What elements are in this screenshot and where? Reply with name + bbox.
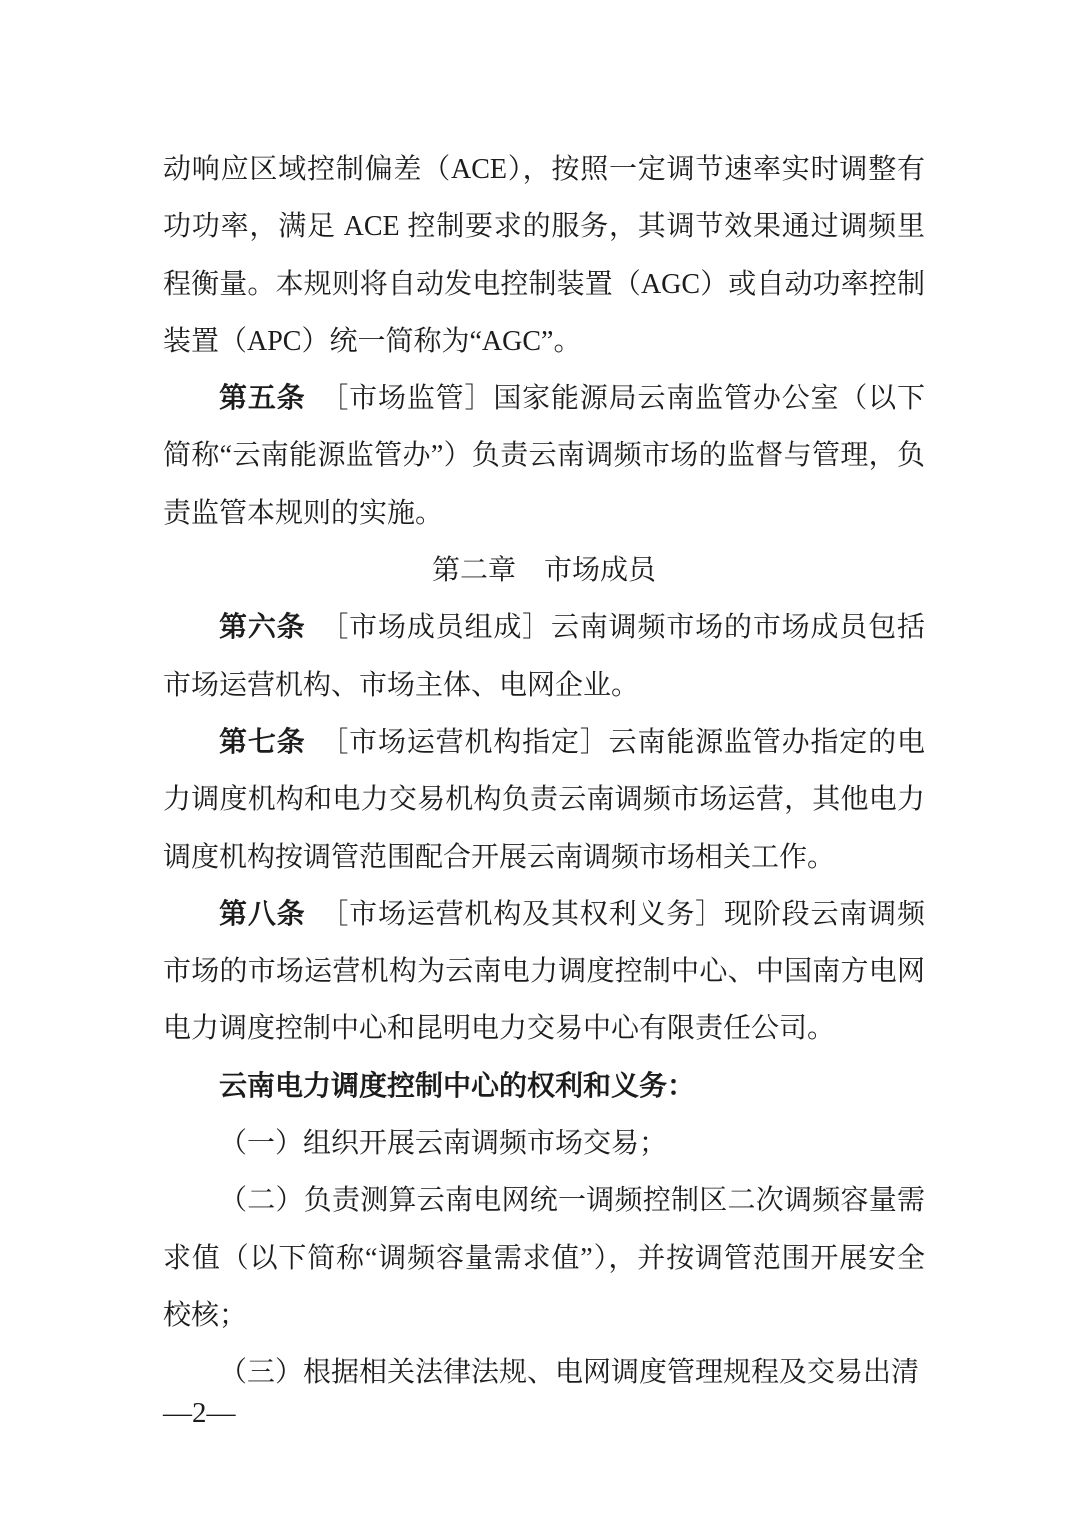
- para-item-1-organize-trading: [163, 1115, 925, 1172]
- text-segment: ［市场运营机构指定］云南能源监管办指定的电力调度机构和电力交易机构负责云南调频市场运营，其他电力调度机构按调管范围配合开展云南调频市场相关工作。: [163, 726, 925, 873]
- text-segment: （三）根据相关法律法规、电网调度管理规程及交易出清: [219, 1357, 920, 1389]
- text-segment: 第二章 市场成员: [431, 555, 656, 587]
- chapter-2-heading-market-members: [163, 542, 925, 599]
- text-segment: （一）组织开展云南调频市场交易；: [219, 1128, 668, 1160]
- text-segment: ［市场运营机构及其权利义务］现阶段云南调频市场的市场运营机构为云南电力调度控制中心、中国南方电网电力调度控制中心和昆明电力交易中心有限责任公司。: [163, 898, 925, 1045]
- page-number: —2—: [163, 1397, 236, 1429]
- text-segment-bold: 第五条: [219, 383, 306, 415]
- text-segment: ［市场成员组成］云南调频市场的市场成员包括市场运营机构、市场主体、电网企业。: [163, 612, 925, 701]
- text-segment-bold: 第八条: [219, 898, 306, 930]
- para-agc-definition-continued: [163, 141, 925, 370]
- text-segment-bold: 第七条: [219, 726, 306, 758]
- para-article-6-member-composition: [163, 599, 925, 714]
- text-segment: 动响应区域控制偏差（ACE），按照一定调节速率实时调整有功功率，满足 ACE 控制要求的服务，其调节效果通过调频里程衡量。本规则将自动发电控制装置（AGC）或自动功率控制装置（APC）统一简称为“AGC”。: [163, 154, 925, 357]
- para-article-7-operator-designation: [163, 714, 925, 886]
- text-segment-bold: 第六条: [219, 612, 306, 644]
- para-ynpdc-rights-duties-heading: [163, 1058, 925, 1115]
- para-article-5-market-regulation: [163, 370, 925, 542]
- para-article-8-operators-rights-duties: [163, 886, 925, 1058]
- document-body: [163, 141, 925, 1402]
- text-segment-bold: 云南电力调度控制中心的权利和义务：: [219, 1070, 696, 1102]
- text-segment: ［市场监管］国家能源局云南监管办公室（以下简称“云南能源监管办”）负责云南调频市场的监督与管理，负责监管本规则的实施。: [163, 383, 925, 529]
- text-segment: （二）负责测算云南电网统一调频控制区二次调频容量需求值（以下简称“调频容量需求值”），并按调管范围开展安全校核；: [163, 1185, 925, 1331]
- para-item-3-laws-regulations: [163, 1344, 925, 1401]
- para-item-2-capacity-demand: [163, 1172, 925, 1344]
